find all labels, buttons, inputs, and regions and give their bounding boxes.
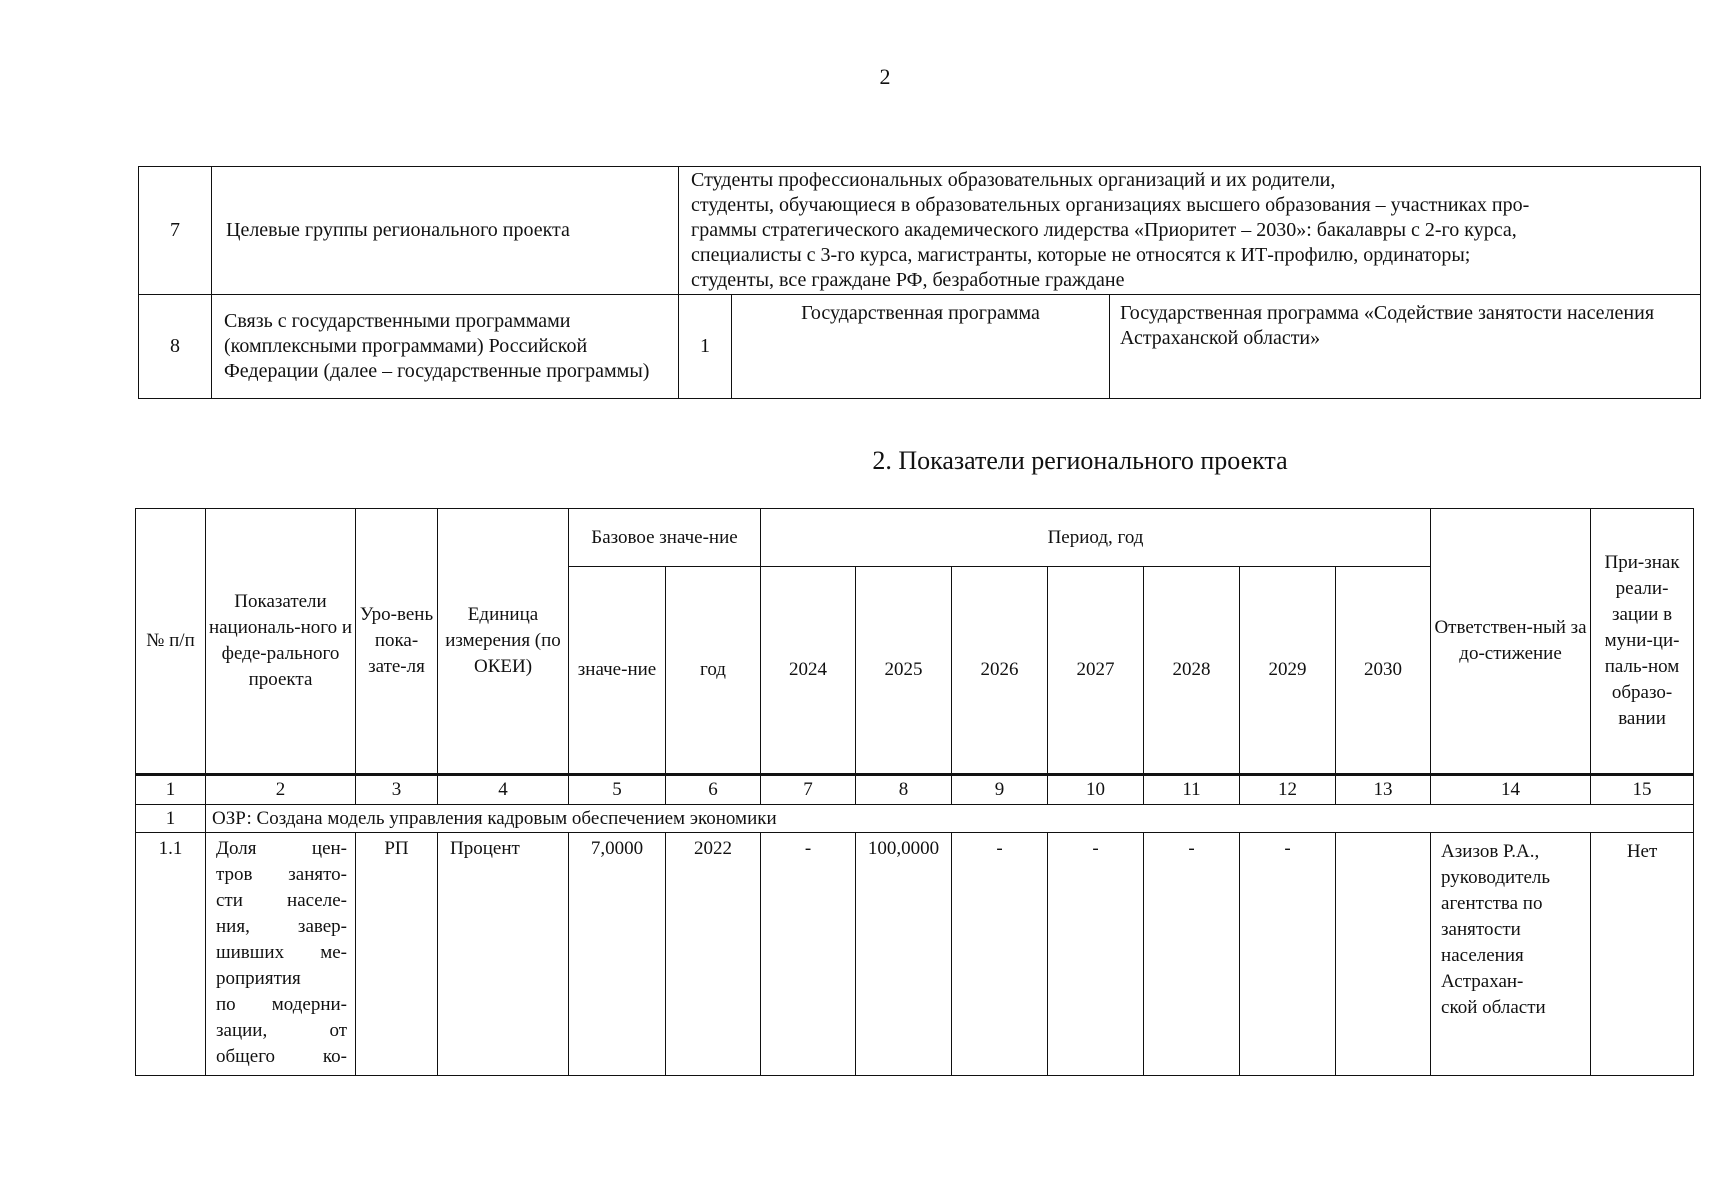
column-number: 10 xyxy=(1048,775,1144,805)
header-year: 2025 xyxy=(856,567,952,775)
text-line: Астрахан- xyxy=(1441,971,1524,992)
target-groups-text xyxy=(679,167,1701,295)
header-year: 2028 xyxy=(1144,567,1240,775)
column-number-row xyxy=(136,775,1694,805)
page-number: 2 xyxy=(879,64,891,89)
column-number: 3 xyxy=(356,775,438,805)
column-number: 5 xyxy=(569,775,666,805)
row-label: Целевые группы регионального проекта xyxy=(212,167,679,295)
group-row xyxy=(136,805,1694,833)
row-number: 8 xyxy=(139,295,212,399)
group-number: 1 xyxy=(136,805,206,833)
municipal-flag: Нет xyxy=(1591,833,1694,1076)
program-number: 1 xyxy=(679,295,732,399)
header-year: 2027 xyxy=(1048,567,1144,775)
header-municipal: При-знак реали-зации в муни-ци-паль-ном образо-вании xyxy=(1591,509,1694,775)
header-period: Период, год xyxy=(761,509,1431,567)
program-name: Государственная программа «Содействие занятости населения Астраханской области» xyxy=(1110,295,1701,399)
column-number: 1 xyxy=(136,775,206,805)
group-title: ОЗР: Создана модель управления кадровым обеспечением экономики xyxy=(206,805,1694,833)
year-value: - xyxy=(1048,833,1144,1076)
text-line: агентства по xyxy=(1441,893,1543,914)
text-line: шивших ме- xyxy=(216,942,347,963)
header-base: Базовое значе-ние xyxy=(569,509,761,567)
program-type: Государственная программа xyxy=(732,295,1110,399)
text-line: граммы стратегического академического лидерства «Приоритет – 2030»: бакалавры с 2-го курса, xyxy=(691,219,1517,241)
header-year: 2024 xyxy=(761,567,856,775)
column-number: 11 xyxy=(1144,775,1240,805)
column-number: 15 xyxy=(1591,775,1694,805)
table-row xyxy=(136,833,1694,1076)
header-year: 2030 xyxy=(1336,567,1431,775)
text-line: по модерни- xyxy=(216,994,347,1015)
year-value: - xyxy=(761,833,856,1076)
text-line: занятости xyxy=(1441,919,1521,940)
column-number: 7 xyxy=(761,775,856,805)
column-number: 12 xyxy=(1240,775,1336,805)
header-row xyxy=(136,509,1694,567)
section-title: 2. Показатели регионального проекта xyxy=(872,446,1288,475)
year-value: - xyxy=(952,833,1048,1076)
text-line: специалисты с 3-го курса, магистранты, которые не относятся к ИТ-профилю, ординаторы; xyxy=(691,244,1471,266)
table-row xyxy=(139,167,1701,295)
row-number: 1.1 xyxy=(136,833,206,1076)
passport-table xyxy=(138,166,1701,399)
text-line: студенты, все граждане РФ, безработные граждане xyxy=(691,269,1125,291)
base-year: 2022 xyxy=(666,833,761,1076)
text-line: руководитель xyxy=(1441,867,1551,888)
text-line: населения xyxy=(1441,945,1524,966)
header-level: Уро-вень пока-зате-ля xyxy=(356,509,438,775)
column-number: 4 xyxy=(438,775,569,805)
header-responsible: Ответствен-ный за до-стижение xyxy=(1431,509,1591,775)
indicator-unit: Процент xyxy=(438,833,569,1076)
base-value: 7,0000 xyxy=(569,833,666,1076)
text-line: Доля цен- xyxy=(216,838,347,859)
row-label: Связь с государственными программами (комплексными программами) Российской Федерации (далее – государственные программы) xyxy=(212,295,679,399)
column-number: 6 xyxy=(666,775,761,805)
column-number: 8 xyxy=(856,775,952,805)
header-base-value: значе-ние xyxy=(569,567,666,775)
year-value: - xyxy=(1144,833,1240,1076)
text-line: ской области xyxy=(1441,997,1546,1018)
text-line: зации, от xyxy=(216,1020,347,1041)
header-year: 2029 xyxy=(1240,567,1336,775)
header-unit: Единица измерения (по ОКЕИ) xyxy=(438,509,569,775)
header-year: 2026 xyxy=(952,567,1048,775)
year-value: 100,0000 xyxy=(856,833,952,1076)
indicator-name xyxy=(206,833,356,1076)
text-line: Студенты профессиональных образовательных организаций и их родители, xyxy=(691,169,1336,191)
text-line: тров занято- xyxy=(216,864,347,885)
table-row xyxy=(139,295,1701,399)
row-number: 7 xyxy=(139,167,212,295)
text-line: Азизов Р.А., xyxy=(1441,841,1540,862)
indicators-table xyxy=(135,508,1694,1076)
text-line: студенты, обучающиеся в образовательных организациях высшего образования – участниках про- xyxy=(691,194,1530,216)
header-num: № п/п xyxy=(136,509,206,775)
header-base-year: год xyxy=(666,567,761,775)
column-number: 9 xyxy=(952,775,1048,805)
text-line: общего ко- xyxy=(216,1046,347,1067)
year-value xyxy=(1336,833,1431,1076)
text-line: ния, завер- xyxy=(216,916,347,937)
responsible xyxy=(1431,833,1591,1076)
text-line: сти населе- xyxy=(216,890,347,911)
column-number: 2 xyxy=(206,775,356,805)
header-indicator: Показатели националь-ного и феде-рального проекта xyxy=(206,509,356,775)
column-number: 13 xyxy=(1336,775,1431,805)
indicator-level: РП xyxy=(356,833,438,1076)
column-number: 14 xyxy=(1431,775,1591,805)
text-line: роприятия xyxy=(216,968,301,989)
year-value: - xyxy=(1240,833,1336,1076)
